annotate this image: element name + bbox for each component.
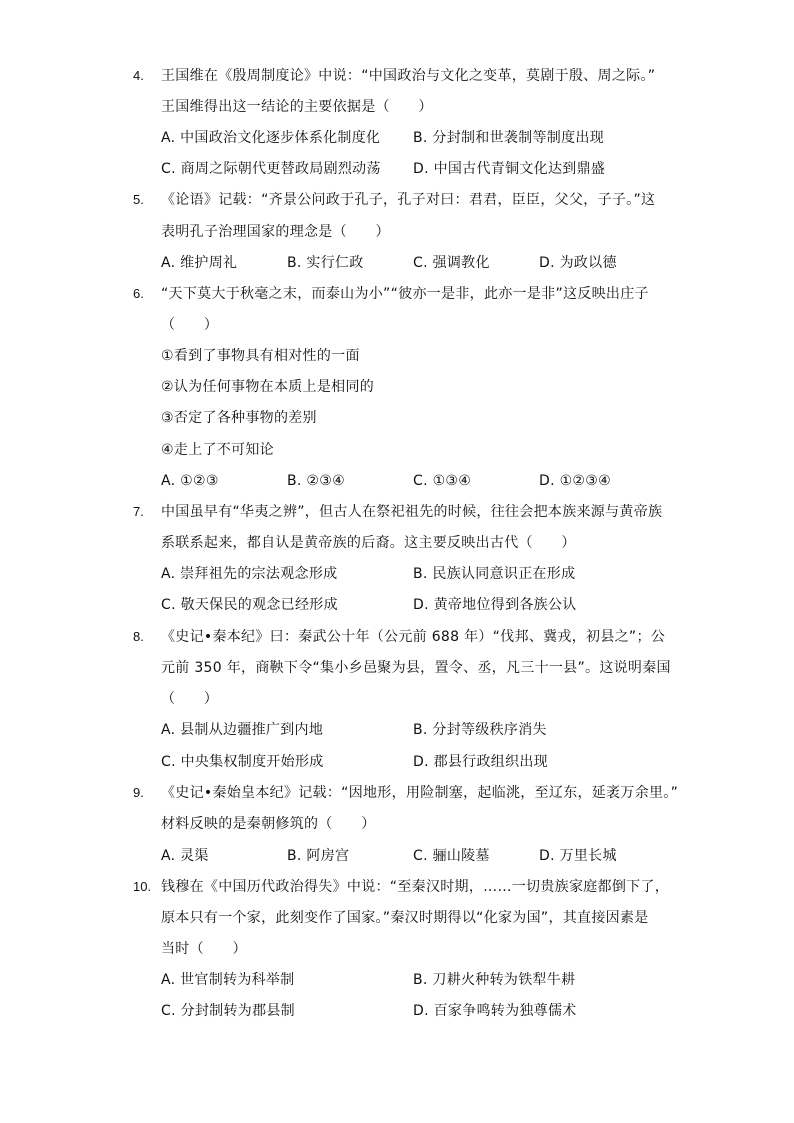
- question-number: 4.: [133, 68, 144, 83]
- statement-item: ②认为任何事物在本质上是相同的: [161, 379, 375, 395]
- question-stem: 王国维在《殷周制度论》中说：“中国政治与文化之变革，莫剧于殷、周之际。”: [161, 68, 656, 84]
- question-number: 9.: [133, 785, 144, 800]
- question-stem: 《史记•秦始皇本纪》记载：“因地形，用险制塞，起临洮，至辽东，延袤万余里。”: [161, 785, 679, 801]
- option-c[interactable]: C. ①③④: [413, 473, 472, 489]
- option-b[interactable]: B. 刀耕火种转为铁犁牛耕: [413, 972, 576, 988]
- question-stem: 中国虽早有“华夷之辨”，但古人在祭祀祖先的时候，往往会把本族来源与黄帝族: [161, 504, 663, 520]
- option-d[interactable]: D. 郡县行政组织出现: [413, 754, 548, 770]
- statement-item: ①看到了事物具有相对性的一面: [161, 348, 360, 364]
- option-d[interactable]: D. ①②③④: [539, 473, 611, 489]
- option-b[interactable]: B. 实行仁政: [287, 255, 364, 271]
- option-c[interactable]: C. 分封制转为郡县制: [161, 1003, 295, 1019]
- option-a[interactable]: A. 县制从边疆推广到内地: [161, 722, 324, 738]
- question-number: 5.: [133, 192, 144, 207]
- option-d[interactable]: D. 为政以德: [539, 255, 617, 271]
- option-a[interactable]: A. 崇拜祖先的宗法观念形成: [161, 566, 338, 582]
- option-d[interactable]: D. 中国古代青铜文化达到鼎盛: [413, 161, 606, 177]
- option-b[interactable]: B. 分封等级秩序消失: [413, 722, 547, 738]
- question-stem: 元前 350 年，商鞅下令“集小乡邑聚为县，置令、丞，凡三十一县”。这说明秦国: [161, 660, 671, 676]
- option-a[interactable]: A. 世官制转为科举制: [161, 972, 295, 988]
- statement-item: ③否定了各种事物的差别: [161, 410, 317, 426]
- question-stem: 《史记•秦本纪》曰：秦武公十年（公元前 688 年）“伐邦、冀戎，初县之”；公: [161, 629, 666, 645]
- question-stem: 表明孔子治理国家的理念是（ ）: [161, 224, 390, 240]
- option-c[interactable]: C. 中央集权制度开始形成: [161, 754, 324, 770]
- option-b[interactable]: B. 民族认同意识正在形成: [413, 566, 576, 582]
- question-stem: 原本只有一个家，此刻变作了国家。”秦汉时期得以“化家为国”，其直接因素是: [161, 910, 649, 926]
- question-stem: 钱穆在《中国历代政治得失》中说：“至秦汉时期，……一切贵族家庭都倒下了，: [161, 879, 670, 895]
- option-d[interactable]: D. 百家争鸣转为独尊儒术: [413, 1003, 577, 1019]
- statement-item: ④走上了不可知论: [161, 442, 274, 458]
- option-a[interactable]: A. 灵渠: [161, 848, 209, 864]
- option-a[interactable]: A. 中国政治文化逐步体系化制度化: [161, 130, 381, 146]
- option-d[interactable]: D. 万里长城: [539, 848, 617, 864]
- question-stem: “天下莫大于秋毫之末，而泰山为小”“彼亦一是非，此亦一是非”这反映出庄子: [161, 286, 649, 302]
- question-stem: 系联系起来，都自认是黄帝族的后裔。这主要反映出古代（ ）: [161, 535, 576, 551]
- question-number: 7.: [133, 504, 144, 519]
- question-stem: 当时（ ）: [161, 941, 247, 957]
- option-d[interactable]: D. 黄帝地位得到各族公认: [413, 597, 577, 613]
- option-b[interactable]: B. ②③④: [287, 473, 345, 489]
- question-stem: （ ）: [161, 317, 219, 333]
- question-number: 8.: [133, 629, 144, 644]
- question-stem: 《论语》记载：“齐景公问政于孔子，孔子对曰：君君，臣臣，父父，子子。”这: [161, 192, 656, 208]
- option-c[interactable]: C. 敬天保民的观念已经形成: [161, 597, 338, 613]
- question-stem: 材料反映的是秦朝修筑的（ ）: [161, 816, 376, 832]
- option-a[interactable]: A. ①②③: [161, 473, 219, 489]
- option-c[interactable]: C. 商周之际朝代更替政局剧烈动荡: [161, 161, 381, 177]
- question-number: 6.: [133, 286, 144, 301]
- option-c[interactable]: C. 骊山陵墓: [413, 848, 490, 864]
- option-c[interactable]: C. 强调教化: [413, 255, 490, 271]
- question-number: 10.: [133, 879, 152, 894]
- option-a[interactable]: A. 维护周礼: [161, 255, 238, 271]
- option-b[interactable]: B. 阿房宫: [287, 848, 350, 864]
- question-stem: 王国维得出这一结论的主要依据是（ ）: [161, 99, 433, 115]
- question-stem: （ ）: [161, 691, 219, 707]
- option-b[interactable]: B. 分封制和世袭制等制度出现: [413, 130, 605, 146]
